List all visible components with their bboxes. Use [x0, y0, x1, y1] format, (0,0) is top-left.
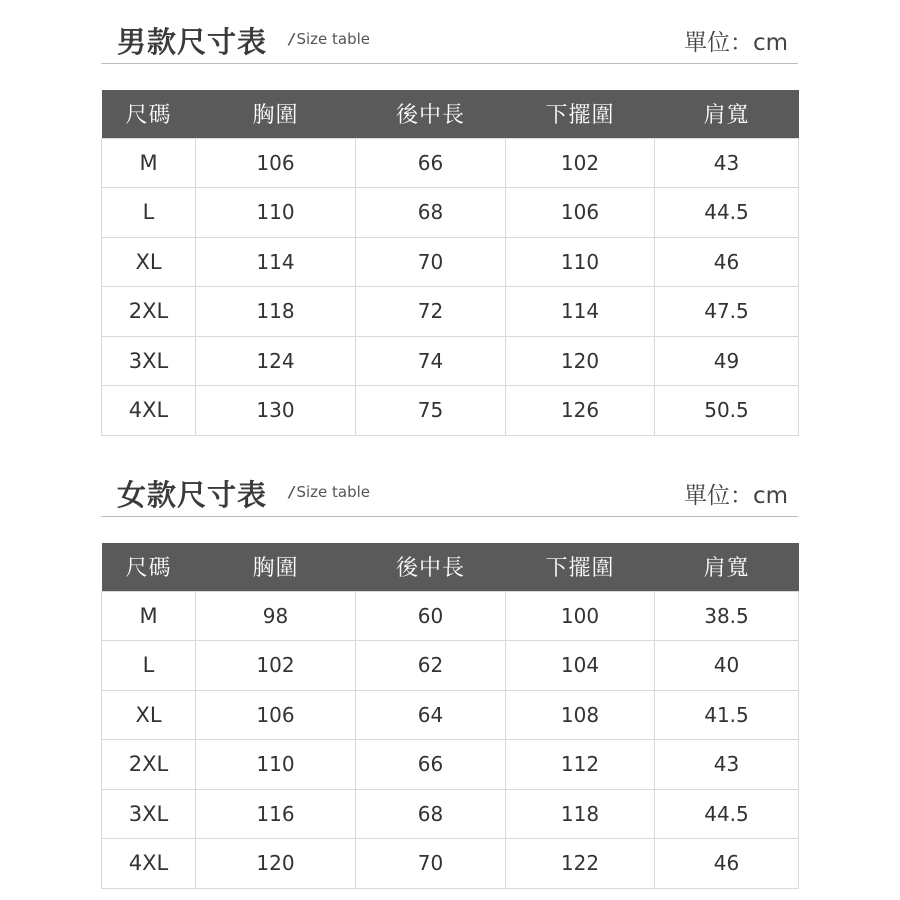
header-row	[102, 90, 799, 138]
header-hem: 下擺圍	[506, 90, 655, 138]
hem-cell: 126	[506, 386, 655, 436]
back-length-cell: 66	[356, 740, 506, 790]
back-length-cell: 68	[356, 789, 506, 839]
chest-cell: 102	[196, 641, 356, 691]
shoulder-cell: 46	[655, 839, 799, 889]
header-shoulder: 肩寬	[655, 90, 799, 138]
shoulder-cell: 46	[655, 237, 799, 287]
women-unit-label: 單位：cm	[683, 483, 788, 509]
back-length-cell: 62	[356, 641, 506, 691]
chest-cell: 110	[196, 188, 356, 238]
size-cell: M	[102, 591, 196, 641]
header-chest: 胸圍	[196, 543, 356, 591]
header-hem: 下擺圍	[506, 543, 655, 591]
hem-cell: 100	[506, 591, 655, 641]
back-length-cell: 75	[356, 386, 506, 436]
shoulder-cell: 40	[655, 641, 799, 691]
header-size: 尺碼	[102, 90, 196, 138]
men-table-header	[102, 90, 799, 138]
shoulder-cell: 50.5	[655, 386, 799, 436]
women-table-header	[102, 543, 799, 591]
chest-cell: 130	[196, 386, 356, 436]
size-cell: 3XL	[102, 336, 196, 386]
women-size-section	[101, 463, 798, 876]
table-row	[102, 839, 799, 889]
shoulder-cell: 43	[655, 138, 799, 188]
back-length-cell: 70	[356, 237, 506, 287]
table-row	[102, 740, 799, 790]
size-cell: L	[102, 188, 196, 238]
men-size-table	[101, 90, 799, 436]
chest-cell: 114	[196, 237, 356, 287]
men-table-body	[102, 138, 799, 435]
size-cell: XL	[102, 690, 196, 740]
hem-cell: 122	[506, 839, 655, 889]
women-table-body	[102, 591, 799, 888]
subtitle-text: Size table	[296, 483, 371, 501]
women-size-table	[101, 543, 799, 889]
shoulder-cell: 43	[655, 740, 799, 790]
men-unit-label: 單位：cm	[683, 30, 788, 56]
men-section-subtitle	[289, 30, 370, 48]
women-section-header	[101, 463, 798, 517]
chest-cell: 120	[196, 839, 356, 889]
table-row	[102, 789, 799, 839]
hem-cell: 118	[506, 789, 655, 839]
table-row	[102, 690, 799, 740]
women-section-title: 女款尺寸表	[117, 478, 268, 512]
back-length-cell: 70	[356, 839, 506, 889]
size-cell: L	[102, 641, 196, 691]
chest-cell: 110	[196, 740, 356, 790]
subtitle-text: Size table	[296, 30, 371, 48]
back-length-cell: 66	[356, 138, 506, 188]
table-row	[102, 188, 799, 238]
header-back-length: 後中長	[356, 90, 506, 138]
size-cell: M	[102, 138, 196, 188]
back-length-cell: 60	[356, 591, 506, 641]
shoulder-cell: 47.5	[655, 287, 799, 337]
size-cell: 3XL	[102, 789, 196, 839]
chest-cell: 116	[196, 789, 356, 839]
shoulder-cell: 49	[655, 336, 799, 386]
header-shoulder: 肩寬	[655, 543, 799, 591]
size-cell: 2XL	[102, 740, 196, 790]
table-row	[102, 386, 799, 436]
header-back-length: 後中長	[356, 543, 506, 591]
size-cell: 4XL	[102, 386, 196, 436]
size-cell: 2XL	[102, 287, 196, 337]
table-row	[102, 138, 799, 188]
hem-cell: 120	[506, 336, 655, 386]
men-section-title: 男款尺寸表	[117, 25, 268, 59]
chest-cell: 106	[196, 138, 356, 188]
back-length-cell: 72	[356, 287, 506, 337]
header-size: 尺碼	[102, 543, 196, 591]
subtitle-slash: /	[289, 30, 295, 48]
table-row	[102, 237, 799, 287]
shoulder-cell: 38.5	[655, 591, 799, 641]
shoulder-cell: 44.5	[655, 188, 799, 238]
chest-cell: 98	[196, 591, 356, 641]
shoulder-cell: 41.5	[655, 690, 799, 740]
table-row	[102, 591, 799, 641]
men-section-header	[101, 10, 798, 64]
chest-cell: 106	[196, 690, 356, 740]
back-length-cell: 68	[356, 188, 506, 238]
size-cell: 4XL	[102, 839, 196, 889]
hem-cell: 104	[506, 641, 655, 691]
back-length-cell: 74	[356, 336, 506, 386]
hem-cell: 110	[506, 237, 655, 287]
subtitle-slash: /	[289, 483, 295, 501]
table-row	[102, 287, 799, 337]
hem-cell: 112	[506, 740, 655, 790]
hem-cell: 102	[506, 138, 655, 188]
women-section-subtitle	[289, 483, 370, 501]
header-chest: 胸圍	[196, 90, 356, 138]
table-row	[102, 641, 799, 691]
header-row	[102, 543, 799, 591]
chest-cell: 124	[196, 336, 356, 386]
hem-cell: 114	[506, 287, 655, 337]
size-cell: XL	[102, 237, 196, 287]
shoulder-cell: 44.5	[655, 789, 799, 839]
back-length-cell: 64	[356, 690, 506, 740]
hem-cell: 106	[506, 188, 655, 238]
chest-cell: 118	[196, 287, 356, 337]
hem-cell: 108	[506, 690, 655, 740]
men-size-section	[101, 10, 798, 423]
table-row	[102, 336, 799, 386]
